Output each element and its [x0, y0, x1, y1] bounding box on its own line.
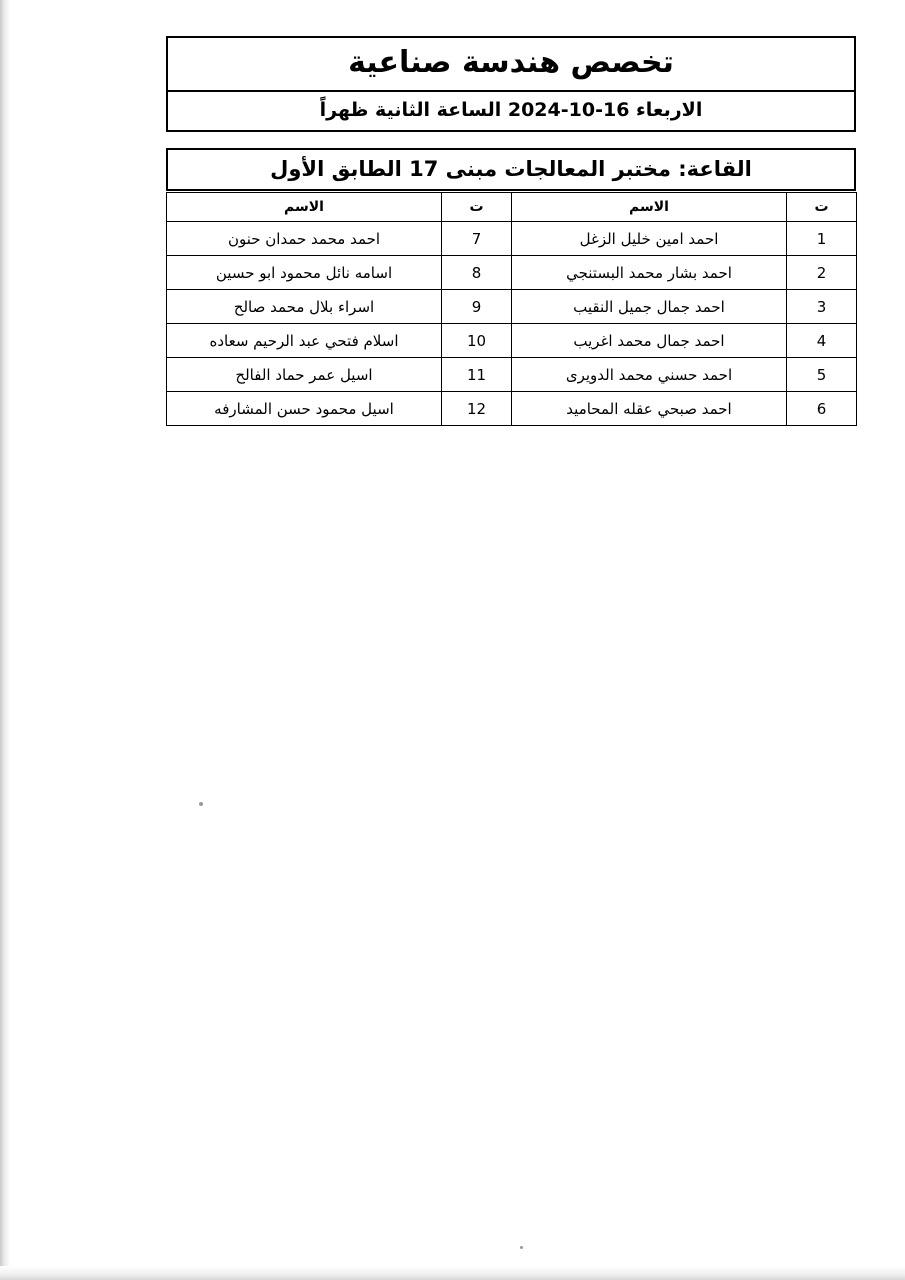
scan-speck: [520, 1246, 523, 1249]
document-header: [166, 36, 856, 132]
cell-index: 11: [442, 358, 512, 392]
column-header-name-right: الاسم: [512, 193, 787, 222]
cell-name: اسراء بلال محمد صالح: [167, 290, 442, 324]
cell-index: 6: [787, 392, 857, 426]
students-table: [166, 192, 857, 426]
cell-name: احمد جمال جميل النقيب: [512, 290, 787, 324]
scan-edge-left: [0, 0, 10, 1280]
table-row: [167, 222, 857, 256]
cell-index: 2: [787, 256, 857, 290]
cell-name: اسلام فتحي عبد الرحيم سعاده: [167, 324, 442, 358]
cell-index: 10: [442, 324, 512, 358]
cell-name: احمد حسني محمد الدويرى: [512, 358, 787, 392]
cell-name: احمد بشار محمد البستنجي: [512, 256, 787, 290]
cell-index: 3: [787, 290, 857, 324]
hall-location: القاعة: مختبر المعالجات مبنى 17 الطابق الأول: [166, 148, 856, 191]
cell-index: 1: [787, 222, 857, 256]
table-row: [167, 358, 857, 392]
cell-name: احمد جمال محمد اغريب: [512, 324, 787, 358]
column-header-index-left: ت: [442, 193, 512, 222]
cell-index: 8: [442, 256, 512, 290]
column-header-index-right: ت: [787, 193, 857, 222]
scan-edge-bottom: [0, 1266, 905, 1280]
table-header-row: [167, 193, 857, 222]
table-row: [167, 290, 857, 324]
cell-index: 9: [442, 290, 512, 324]
scan-speck: [199, 802, 203, 806]
exam-datetime: الاربعاء 16-10-2024 الساعة الثانية ظهراً: [319, 98, 703, 121]
table-row: [167, 392, 857, 426]
cell-name: اسامه نائل محمود ابو حسين: [167, 256, 442, 290]
cell-name: اسيل عمر حماد الفالح: [167, 358, 442, 392]
cell-index: 4: [787, 324, 857, 358]
table-row: [167, 256, 857, 290]
cell-name: احمد محمد حمدان حنون: [167, 222, 442, 256]
cell-name: اسيل محمود حسن المشارفه: [167, 392, 442, 426]
cell-name: احمد امين خليل الزغل: [512, 222, 787, 256]
table-row: [167, 324, 857, 358]
cell-name: احمد صبحي عقله المحاميد: [512, 392, 787, 426]
page-title: تخصص هندسة صناعية: [168, 38, 854, 92]
cell-index: 5: [787, 358, 857, 392]
column-header-name-left: الاسم: [167, 193, 442, 222]
cell-index: 7: [442, 222, 512, 256]
cell-index: 12: [442, 392, 512, 426]
